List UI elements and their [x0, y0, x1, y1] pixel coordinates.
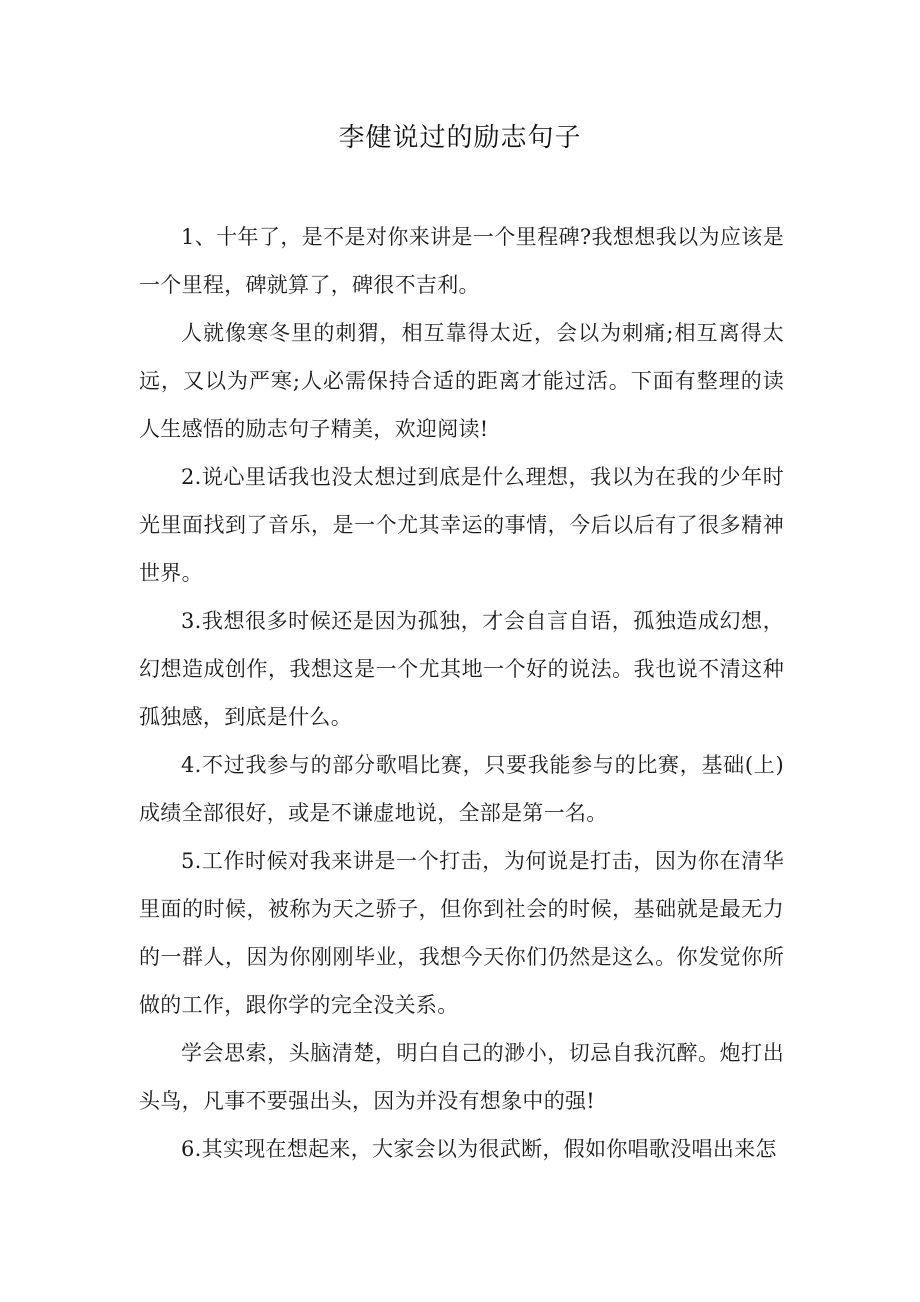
paragraph-intro: 人就像寒冬里的刺猬，相互靠得太近，会以为刺痛;相互离得太远，又以为严寒;人必需保持合适的距离才能过活。下面有整理的读人生感悟的励志句子精美，欢迎阅读! — [139, 321, 784, 441]
paragraph-5: 5.工作时候对我来讲是一个打击，为何说是打击，因为你在清华里面的时候，被称为天之骄子，但你到社会的时候，基础就是最无力的一群人，因为你刚刚毕业，我想今天你们仍然是这么。你发觉你所做的工作，跟你学的完全没关系。 — [139, 849, 784, 1017]
paragraph-4: 4.不过我参与的部分歌唱比赛，只要我能参与的比赛，基础(上)成绩全部很好，或是不谦虚地说，全部是第一名。 — [139, 753, 784, 825]
paragraph-3: 3.我想很多时候还是因为孤独，才会自言自语，孤独造成幻想，幻想造成创作，我想这是一个尤其地一个好的说法。我也说不清这种孤独感，到底是什么。 — [139, 609, 784, 729]
document-title: 李健说过的励志句子 — [338, 123, 582, 153]
paragraph-advice: 学会思索，头脑清楚，明白自己的渺小，切忌自我沉醉。炮打出头鸟，凡事不要强出头，因为并没有想象中的强! — [139, 1041, 784, 1113]
paragraph-2: 2.说心里话我也没太想过到底是什么理想，我以为在我的少年时光里面找到了音乐，是一个尤其幸运的事情，今后以后有了很多精神世界。 — [139, 465, 784, 585]
document-body — [139, 213, 784, 1173]
paragraph-6: 6.其实现在想起来，大家会以为很武断，假如你唱歌没唱出来怎 — [181, 1137, 777, 1161]
paragraph-1: 1、十年了，是不是对你来讲是一个里程碑?我想想我以为应该是一个里程，碑就算了，碑很不吉利。 — [139, 225, 784, 297]
